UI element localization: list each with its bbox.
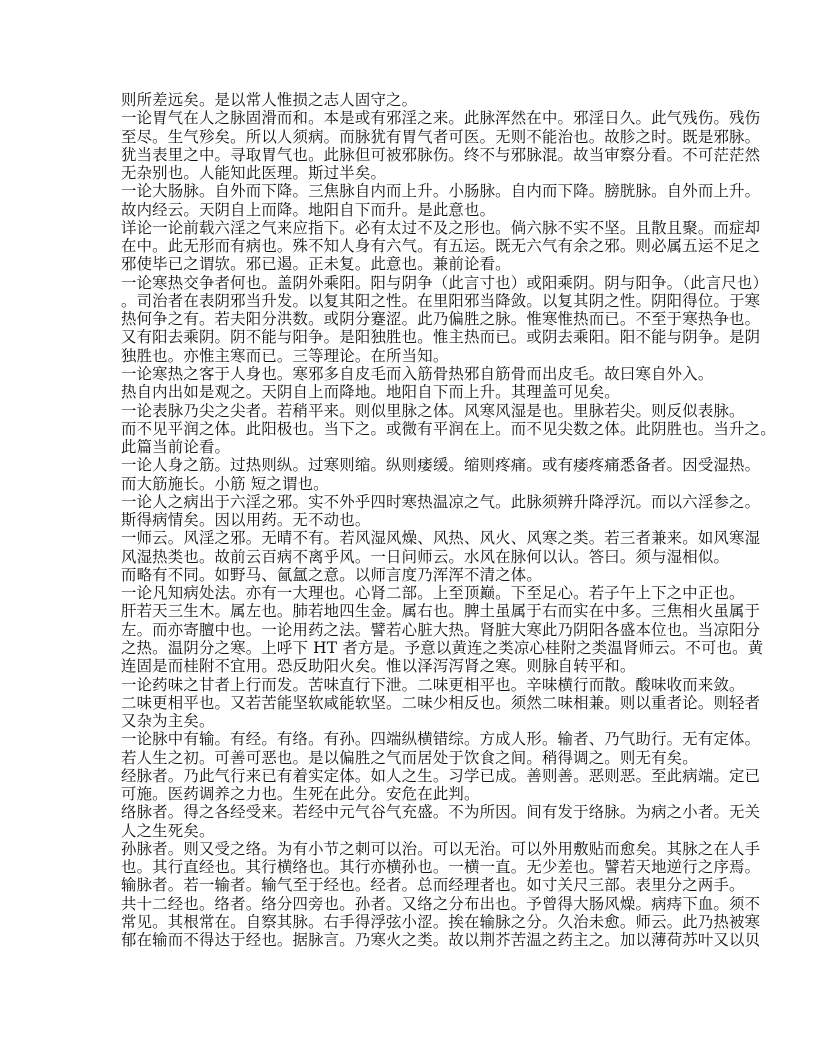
text-line: 一师云。风淫之邪。无晴不有。若风湿风燥、风热、风火、风寒之类。若三者兼来。如风寒湿	[121, 529, 761, 548]
text-line: 独胜也。亦惟主寒而已。三等理论。在所当知。	[121, 346, 449, 365]
text-line: 又杂为主矣。	[121, 712, 215, 731]
text-line: 风湿热类也。故前云百病不离乎风。一日问师云。水风在脉何以认。答曰。须与湿相似。	[121, 547, 730, 566]
text-line: 一论人身之筋。过热则纵。过寒则缩。纵则痿缓。缩则疼痛。或有痿疼痛悉备者。因受湿热。	[121, 456, 761, 475]
text-line: 热何争之有。若夫阳分洪数。或阴分蹇涩。此乃偏胜之脉。惟寒惟热而已。不至于寒热争也。	[121, 310, 761, 329]
text-line: 连固是而桂附不宜用。恐反助阳火矣。惟以泽泻泻肾之寒。则脉自转平和。	[121, 657, 636, 676]
text-line: 输脉者。若一输者。输气至于经也。经者。总而经理者也。如寸关尺三部。表里分之两手。	[121, 876, 745, 895]
text-line: 一论脉中有输。有经。有络。有孙。四端纵横错综。方成人形。输者、乃气助行。无有定体。	[121, 730, 761, 749]
text-line: 而大筋施长。小筋 短之谓也。	[121, 474, 329, 493]
text-line: 至尽。生气殄矣。所以人须病。而脉犹有胃气者可医。无则不能治也。故胗之时。既是邪脉。	[121, 127, 761, 146]
text-line: 一论凡知病处法。亦有一大理也。心肾二部。上至顶巅。下至足心。若子午上下之中正也。	[121, 584, 745, 603]
text-line: 一论寒热交争者何也。盖阴外乘阳。阳与阴争（此言寸也）或阳乘阴。阴与阳争。（此言尺也）	[121, 273, 769, 292]
text-line: 经脉者。乃此气行来已有着实定体。如人之生。习学已成。善则善。恶则恶。至此病端。定已	[121, 766, 761, 785]
text-line: 络脉者。得之各经受来。若经中元气谷气充盛。不为所因。间有发于络脉。为病之小者。无关	[121, 803, 761, 822]
text-line: 一论药味之甘者上行而发。苦味直行下泄。二味更相平也。辛味横行而散。酸味收而来敛。	[121, 675, 745, 694]
document-page	[121, 91, 776, 950]
text-line: 若人生之初。可善可恶也。是以偏胜之气而居处于饮食之间。稍得调之。则无有矣。	[121, 748, 698, 767]
text-line: 常见。其根常在。自察其脉。右手得浮弦小涩。挨在输脉之分。久治未愈。师云。此乃热被寒	[121, 912, 761, 931]
text-line: 则所差远矣。是以常人惟损之志人固守之。	[121, 91, 418, 109]
text-line: 一论表脉乃尖之尖者。若稍平来。则似里脉之体。风寒风湿是也。里脉若尖。则反似表脉。	[121, 401, 745, 420]
text-line: 一论人之病出于六淫之邪。实不外乎四时寒热温凉之气。此脉须辨升降浮沉。而以六淫参之。	[121, 492, 761, 511]
text-line: 热自内出如是观之。天阴自上而降地。地阳自下而上升。其理盖可见矣。	[121, 383, 620, 402]
text-line: 无杂别也。人能知此医理。斯过半矣。	[121, 164, 387, 183]
text-line: 而不见平润之体。此阳极也。当下之。或微有平润在上。而不见尖数之体。此阴胜也。当升之。	[121, 419, 776, 438]
text-line: 斯得病情矣。因以用药。无不动也。	[121, 511, 371, 530]
text-line: 二味更相平也。又若苦能坚软咸能软坚。二味少相反也。须然二味相兼。则以重者论。则轻者	[121, 693, 761, 712]
text-line: 郁在输而不得达于经也。据脉言。乃寒火之类。故以荆芥苦温之药主之。加以薄荷苏叶又以贝	[121, 931, 761, 950]
text-line: 一论寒热之客于人身也。寒邪多自皮毛而入筋骨热邪自筋骨而出皮毛。故曰寒自外入。	[121, 364, 714, 383]
text-line: 犹当表里之中。寻取胃气也。此脉但可被邪脉伤。终不与邪脉混。故当审察分看。不可茫茫然	[121, 145, 761, 164]
text-line: 人之生死矣。	[121, 821, 215, 840]
text-line: 而略有不同。如野马、氤氲之意。以师言度乃浑浑不清之体。	[121, 565, 542, 584]
text-line: 可施。医药调养之力也。生死在此分。安危在此判。	[121, 785, 480, 804]
text-line: 肝若天三生木。属左也。肺若地四生金。属右也。脾土虽属于右而实在中多。三焦相火虽属于	[121, 602, 761, 621]
text-line: 孙脉者。则又受之络。为有小节之刺可以治。可以无治。可以外用敷贴而愈矣。其脉之在人手	[121, 839, 761, 858]
text-line: 邪使毕已之谓欤。邪已遏。正未复。此意也。兼前论看。	[121, 255, 511, 274]
text-line: 此篇当前论看。	[121, 438, 231, 457]
text-line: 一论大肠脉。自外而下降。三焦脉自内而上升。小肠脉。自内而下降。膀胱脉。自外而上升。	[121, 182, 761, 201]
text-line: 在中。此无形而有病也。殊不知人身有六气。有五运。既无六气有余之邪。则必属五运不足之	[121, 237, 761, 256]
text-line: 一论胃气在人之脉固滑而和。本是或有邪淫之来。此脉浑然在中。邪淫日久。此气残伤。残伤	[121, 109, 761, 128]
text-line: 左。而亦寄膻中也。一论用药之法。譬若心脏大热。肾脏大寒此乃阴阳各盛本位也。当凉阳分	[121, 620, 761, 639]
text-line: 共十二经也。络者。络分四旁也。孙者。又络之分布出也。予曾得大肠风燥。病痔下血。须不	[121, 894, 761, 913]
text-line: 也。其行直经也。其行横络也。其行亦横孙也。一横一直。无少差也。譬若天地逆行之序焉。	[121, 858, 761, 877]
text-line: 之热。温阴分之寒。上呼下 HT 者方是。予意以黄连之类凉心桂附之类温肾师云。不可也。黄	[121, 638, 764, 657]
text-line: 详论一论前载六淫之气来应指下。必有太过不及之形也。倘六脉不实不坚。且散且聚。而症却	[121, 218, 761, 237]
text-line: 又有阳去乘阴。阴不能与阳争。是阳独胜也。惟主热而已。或阴去乘阳。阳不能与阴争。是阴	[121, 328, 761, 347]
text-line: 。司治者在表阴邪当升发。以复其阳之性。在里阳邪当降敛。以复其阴之性。阴阳得位。于寒	[121, 291, 761, 310]
text-line: 故内经云。天阴自上而降。地阳自下而升。是此意也。	[121, 200, 496, 219]
